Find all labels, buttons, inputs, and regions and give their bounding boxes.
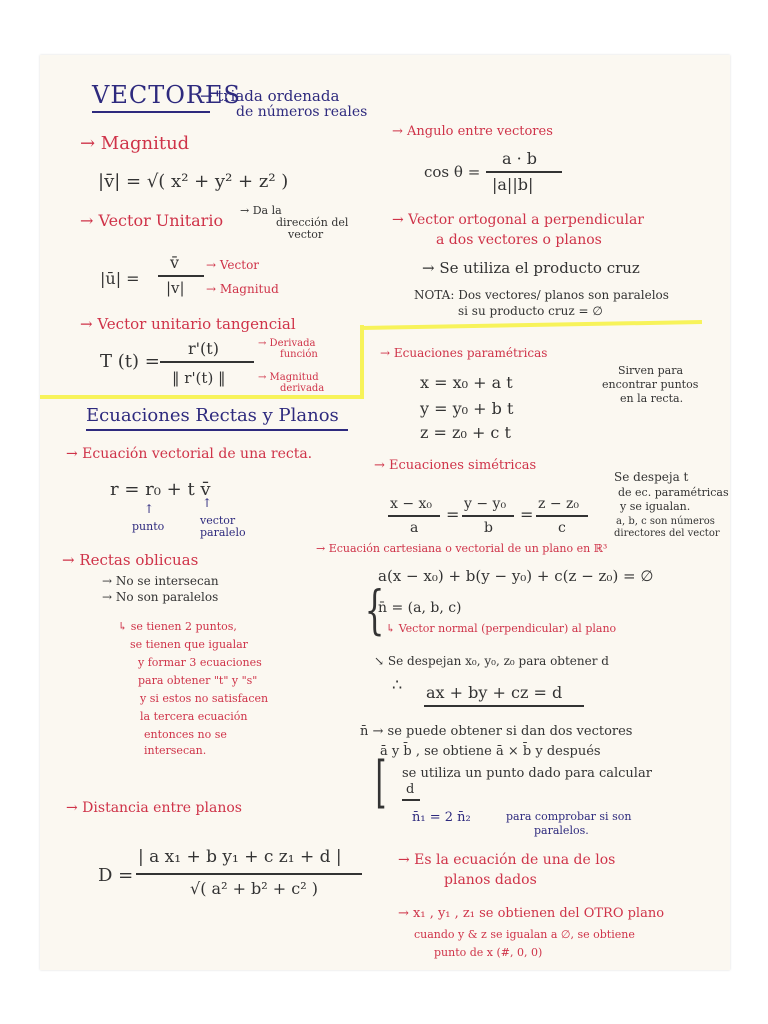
distancia-denominator: √( a² + b² + c² ) [190,879,318,898]
paralelo-label-2: paralelo [200,526,246,539]
ortogonal-label-2: a dos vectores o planos [436,232,602,248]
oblicuas-item-2: → No son paralelos [102,590,219,604]
simetricas-note-3: y se igualan. [620,500,691,513]
parametricas-note-1: Sirven para [618,364,684,377]
magnitud-label: → Magnitud [80,133,190,154]
tangencial-numerator: r'(t) [188,339,219,358]
punto-arrow: ↑ [144,502,155,516]
unitario-note-1: → Da la [240,204,282,217]
tangencial-note-1b: función [280,349,318,360]
angulo-fraction-bar [486,171,562,173]
simetricas-note-5: directores del vector [614,528,720,539]
parametricas-label: → Ecuaciones paramétricas [380,346,548,360]
n-note-3: se utiliza un punto dado para calcular [402,766,652,781]
parametricas-note-3: en la recta. [620,392,684,405]
plano-final-underline [424,705,584,707]
oblicuas-note-1: ↳ se tienen 2 puntos, [118,620,237,633]
n-note-2: ā y b̄ , se obtiene ā × b̄ y después [380,744,601,759]
tangencial-label: → Vector unitario tangencial [80,315,296,333]
distancia-numerator: | a x₁ + b y₁ + c z₁ + d | [138,847,342,867]
n-note-4: d [406,782,415,797]
oblicuas-note-2: se tienen que igualar [130,638,248,651]
unitario-note-3: vector [288,228,324,241]
tangencial-lhs: T (t) = [100,351,160,372]
vectorial-formula: r = r₀ + t v̄ [110,479,211,500]
ortogonal-label-1: → Vector ortogonal a perpendicular [392,212,644,228]
title-note: → triada ordenada [200,87,340,105]
puntos-note-3: punto de x (#, 0, 0) [434,946,543,959]
oblicuas-note-6: la tercera ecuación [140,710,248,723]
angulo-numerator: a · b [502,149,538,168]
normal-formula: n̄ = (a, b, c) [378,600,462,616]
tangencial-note-2a: → Magnitud [258,372,319,383]
tangencial-note-1a: → Derivada [258,338,316,349]
n-note-1: n̄ → se puede obtener si dan dos vectores [360,724,633,739]
highlight-vertical [360,325,364,397]
oblicuas-note-7: entonces no se [144,728,227,741]
oblicuas-note-8: intersecan. [144,744,207,757]
vectorial-label: → Ecuación vectorial de una recta. [66,446,313,462]
distancia-lhs: D = [98,865,134,886]
section-title-vectores: VECTORES [92,81,241,109]
unitario-label: → Vector Unitario [80,211,224,230]
tangencial-denominator: ‖ r'(t) ‖ [172,369,226,387]
unitario-note-2: dirección del [276,216,349,229]
nota-line-2: si su producto cruz = ∅ [458,304,603,318]
normal-note: ↳ Vector normal (perpendicular) al plano [386,622,617,635]
therefore: ∴ [392,675,403,694]
oblicuas-label: → Rectas oblicuas [62,551,199,569]
angulo-denominator: |a||b| [492,175,534,194]
sim-den-2: b [484,520,493,536]
simetricas-note-1: Se despeja t [614,470,689,484]
parametricas-y: y = y₀ + b t [420,399,514,418]
title-note-2: de números reales [236,104,368,120]
unitario-denominator: |v| [166,279,185,297]
notebook-page [40,55,730,970]
simetricas-note-4: a, b, c son números [616,516,715,527]
sim-num-1: x − x₀ [390,496,433,512]
plano-formula: a(x − x₀) + b(y − y₀) + c(z − z₀) = ∅ [378,567,654,585]
plano-label: → Ecuación cartesiana o vectorial de un plano en ℝ³ [316,542,608,555]
rectas-underline [86,429,348,431]
sim-den-3: c [558,520,566,536]
puntos-note-2: cuando y & z se igualan a ∅, se obtiene [414,928,635,941]
sim-bar-3 [536,515,588,517]
n-note-4-underline [402,799,420,801]
oblicuas-note-5: y si estos no satisfacen [140,692,269,705]
paralelos-note-1: para comprobar si son [506,810,632,823]
tangencial-fraction-bar [160,361,254,363]
paralelo-label-1: vector [200,514,236,527]
simetricas-label: → Ecuaciones simétricas [374,458,537,473]
plano-final: ax + by + cz = d [426,683,563,702]
despejan: ↘ Se despejan x₀, y₀, z₀ para obtener d [374,654,609,668]
highlight-horizontal [362,320,702,330]
oblicuas-note-3: y formar 3 ecuaciones [138,656,262,669]
puntos-note-1: → x₁ , y₁ , z₁ se obtienen del OTRO plano [398,906,665,921]
parametricas-x: x = x₀ + a t [420,373,513,392]
distancia-fraction-bar [136,873,362,875]
magnitud-formula: |v̄| = √( x² + y² + z² ) [98,171,289,192]
unitario-fraction-bar [158,275,204,277]
ortogonal-note: → Se utiliza el producto cruz [422,259,640,277]
angulo-lhs: cos θ = [424,163,481,181]
oblicuas-item-1: → No se intersecan [102,574,219,588]
distancia-label: → Distancia entre planos [66,800,242,816]
unitario-lhs: |ū| = [100,269,140,288]
oblicuas-note-4: para obtener "t" y "s" [138,674,258,687]
sim-eq-2: = [520,505,534,524]
n-brace: [ [375,750,387,815]
paralelos-formula: n̄₁ = 2 n̄₂ [412,810,471,825]
parametricas-z: z = z₀ + c t [420,423,511,442]
punto-label: punto [132,520,165,533]
sim-eq-1: = [446,505,460,524]
unitario-arrow-magnitud: → Magnitud [206,282,279,296]
nota-line-1: NOTA: Dos vectores/ planos son paralelos [414,288,669,302]
unitario-numerator: v̄ [170,253,180,272]
sim-num-2: y − y₀ [464,496,507,512]
title-underline [92,111,210,113]
angulo-label: → Angulo entre vectores [392,124,553,139]
paralelo-arrow: ↑ [202,496,213,510]
sim-num-3: z − z₀ [538,496,579,512]
unitario-arrow-vector: → Vector [206,258,260,272]
parametricas-note-2: encontrar puntos [602,378,699,391]
sim-bar-2 [462,515,514,517]
simetricas-note-2: de ec. paramétricas [618,486,729,499]
ecuacion-note-1: → Es la ecuación de una de los [398,852,616,868]
sim-bar-1 [388,515,440,517]
tangencial-note-2b: derivada [280,383,325,394]
highlight-divider [40,395,364,399]
plano-brace: { [364,581,385,641]
paralelos-note-2: paralelos. [534,824,589,837]
ecuacion-note-2: planos dados [444,872,537,888]
sim-den-1: a [410,520,419,536]
section-title-rectas: Ecuaciones Rectas y Planos [86,405,339,426]
